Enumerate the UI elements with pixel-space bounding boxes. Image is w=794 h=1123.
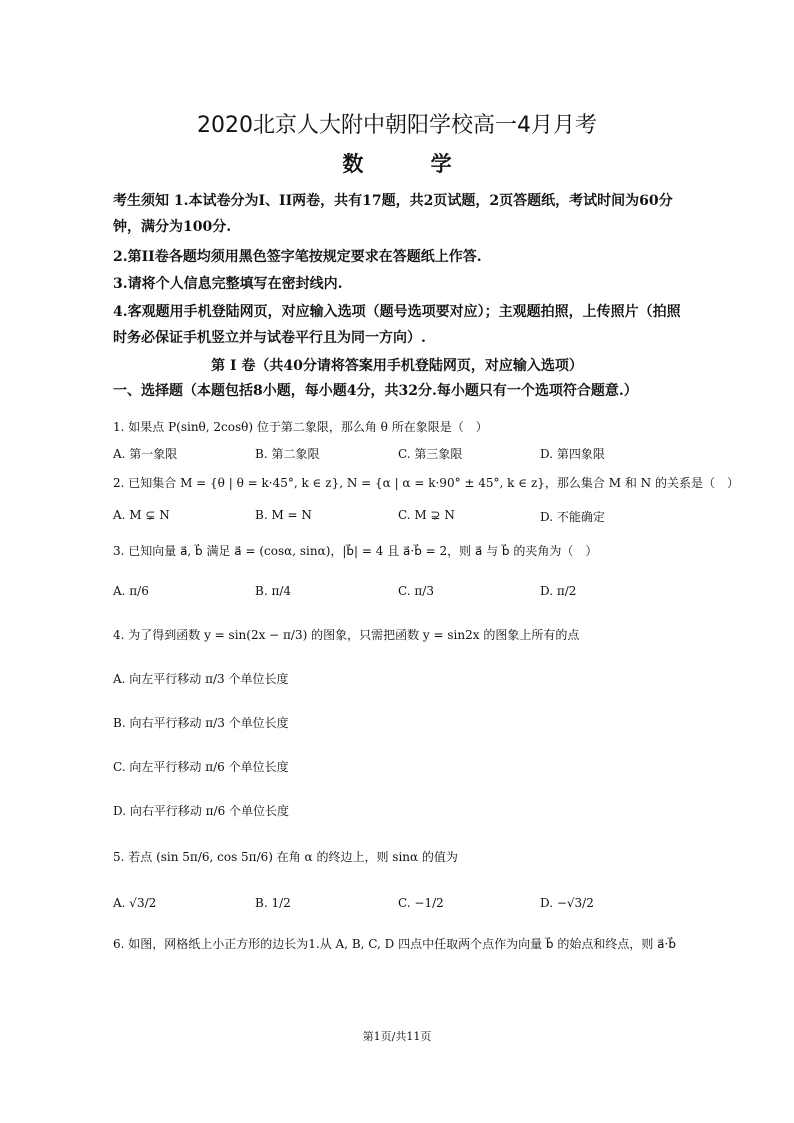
question-3-option-c: C. π/3 — [398, 584, 434, 598]
question-4-option-d: D. 向右平行移动 π/6 个单位长度 — [113, 804, 290, 818]
question-3-option-a: A. π/6 — [113, 584, 149, 598]
notice-line-1b: 钟，满分为100分. — [113, 219, 232, 235]
question-5-stem: 5. 若点 (sin 5π/6, cos 5π/6) 在角 α 的终边上，则 sinα 的值为 — [113, 850, 458, 864]
question-5-option-b: B. 1/2 — [255, 896, 291, 910]
question-1-option-d: D. 第四象限 — [540, 447, 605, 461]
part-title: 第 I 卷（共40分请将答案用手机登陆网页，对应输入选项） — [211, 358, 583, 374]
question-1-option-a: A. 第一象限 — [113, 447, 178, 461]
question-4-option-c: C. 向左平行移动 π/6 个单位长度 — [113, 760, 289, 774]
question-5-option-c: C. −1/2 — [398, 896, 444, 910]
question-4-stem: 4. 为了得到函数 y = sin(2x − π/3) 的图象，只需把函数 y = sin2x 的图象上所有的点 — [113, 628, 580, 642]
question-4-option-b: B. 向右平行移动 π/3 个单位长度 — [113, 716, 289, 730]
notice-line-3: 3.请将个人信息完整填写在密封线内. — [113, 276, 343, 292]
notice-line-4b: 时务必保证手机竖立并与试卷平行且为同一方向）. — [113, 330, 426, 346]
exam-title: 2020北京人大附中朝阳学校高一4月月考 — [197, 113, 597, 138]
question-1-option-b: B. 第二象限 — [255, 447, 320, 461]
question-2-option-c: C. M ⊋ N — [398, 508, 455, 522]
question-1-option-c: C. 第三象限 — [398, 447, 463, 461]
page-footer: 第1页/共11页 — [362, 1030, 432, 1043]
question-3-stem: 3. 已知向量 a⃗, b⃗ 满足 a⃗ = (cosα, sinα)，|b⃗| = 4 且 a⃗·b⃗ = 2，则 a⃗ 与 b⃗ 的夹角为（ ） — [113, 544, 598, 558]
notice-line-2: 2.第II卷各题均须用黑色签字笔按规定要求在答题纸上作答. — [113, 249, 482, 265]
question-2-option-a: A. M ⊊ N — [113, 508, 170, 522]
question-1-stem: 1. 如果点 P(sinθ, 2cosθ) 位于第二象限，那么角 θ 所在象限是（ ） — [113, 420, 488, 434]
subject-title: 数 学 — [342, 151, 482, 176]
section-heading: 一、选择题（本题包括8小题，每小题4分，共32分.每小题只有一个选项符合题意.） — [113, 383, 638, 399]
question-5-option-a: A. √3/2 — [113, 896, 157, 910]
question-2-option-b: B. M = N — [255, 508, 312, 522]
question-5-option-d: D. −√3/2 — [540, 896, 594, 910]
notice-line-1: 考生须知 1.本试卷分为I、II两卷，共有17题，共2页试题，2页答题纸，考试时间为60分 — [113, 193, 673, 209]
question-2-stem: 2. 已知集合 M = {θ | θ = k·45°, k ∈ z}, N = {α | α = k·90° ± 45°, k ∈ z}，那么集合 M 和 N 的关系是（ ） — [113, 476, 739, 490]
notice-line-4: 4.客观题用手机登陆网页，对应输入选项（题号选项要对应）；主观题拍照，上传照片（拍照 — [113, 304, 681, 320]
question-4-option-a: A. 向左平行移动 π/3 个单位长度 — [113, 672, 289, 686]
question-6-stem: 6. 如图，网格纸上小正方形的边长为1.从 A, B, C, D 四点中任取两个点作为向量 b⃗ 的始点和终点，则 a⃗·b⃗ — [113, 937, 676, 951]
question-2-option-d: D. 不能确定 — [540, 510, 605, 524]
question-3-option-d: D. π/2 — [540, 584, 577, 598]
question-3-option-b: B. π/4 — [255, 584, 292, 598]
